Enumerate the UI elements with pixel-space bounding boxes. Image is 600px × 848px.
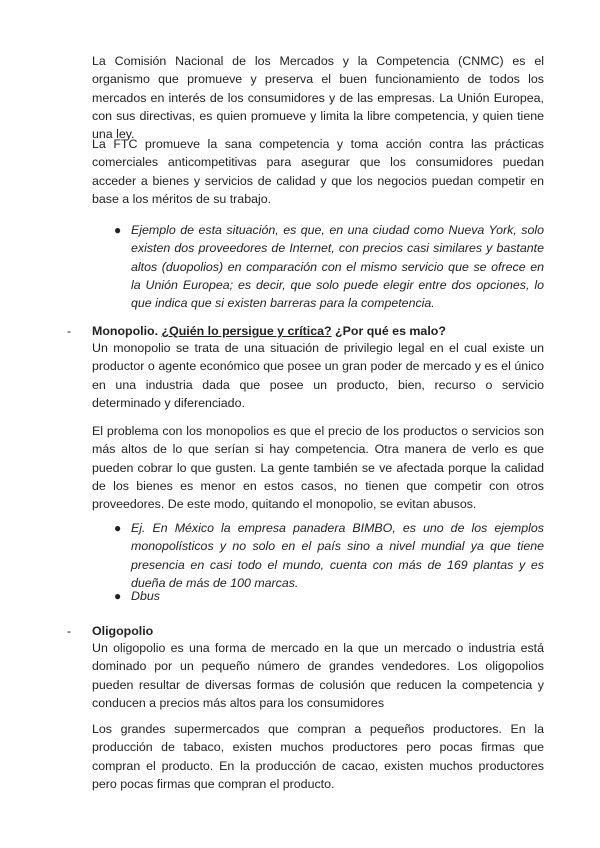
section-dash: - [67,624,72,638]
paragraph-oligopolio-definition: Un oligopolio es una forma de mercado en la que un mercado o industria está dominado por un pequeño número de grandes vendedores. Los oligopolios pueden resultar de diversas formas de colusión que reducen la competencia y conducen a precios más altos para los consumidores [92,641,544,710]
section-dash: - [67,324,72,338]
bullet-example-nueva-york: Ejemplo de esta situación, es que, en una ciudad como Nueva York, solo existen dos proveedores de Internet, con precios casi similares y bastante altos (duopolios) en comparación con el mismo servicio que se ofrece en la Unión Europea; es decir, que solo puede elegir entre dos opciones, lo que indica que si existen barreras para la competencia. [131,223,544,311]
bullet-dot: ● [114,589,122,603]
heading-monopolio-question1: ¿Quién lo persigue y crítica? [161,324,332,338]
paragraph-monopolio-problem: El problema con los monopolios es que el precio de los productos o servicios son más altos de lo que serían si hay competencia. Otra manera de verlo es que pueden cobrar lo que gusten. La gente también se ve afectada porque la calidad de los bienes es menor en estos casos, no tienen que competir con otros proveedores. De este modo, quitando el monopolio, se evitan abusos. [92,424,544,512]
paragraph-oligopolio-examples: Los grandes supermercados que compran a pequeños productores. En la producción de tabaco, existen muchos productores pero pocas firmas que compran el producto. En la producción de cacao, existen muchos productores pero pocas firmas que compran el producto. [92,722,544,791]
bullet-dbus: Dbus [131,589,160,603]
heading-monopolio-title: Monopolio. [92,324,159,338]
bullet-example-bimbo: Ej. En México la empresa panadera BIMBO, es uno de los ejemplos monopolísticos y no solo en el país sino a nivel mundial ya que tiene presencia en casi todo el mundo, cuenta con más de 169 plantas y es dueña de más de 100 marcas. [131,521,544,590]
bullet-dot: ● [114,223,122,237]
heading-oligopolio: Oligopolio [92,624,154,638]
paragraph-monopolio-definition: Un monopolio se trata de una situación de privilegio legal en el cual existe un productor o agente económico que posee un gran poder de mercado y es el único en una industria dada que posee un producto, bien, recurso o servicio determinado y diferenciado. [92,341,544,410]
paragraph-cnmc: La Comisión Nacional de los Mercados y la Competencia (CNMC) es el organismo que promueve y preserva el buen funcionamiento de todos los mercados en interés de los consumidores y de las empresas. La Unión Europea, con sus directivas, es quien promueve y limita la libre competencia, y quien tiene una ley. [92,54,544,142]
heading-monopolio [92,322,446,340]
heading-monopolio-question2: ¿Por qué es malo? [335,324,446,338]
paragraph-ftc: La FTC promueve la sana competencia y toma acción contra las prácticas comerciales anticompetitivas para asegurar que los consumidores puedan acceder a bienes y servicios de calidad y que los negocios puedan competir en base a los méritos de su trabajo. [92,137,544,206]
bullet-dot: ● [114,521,122,535]
